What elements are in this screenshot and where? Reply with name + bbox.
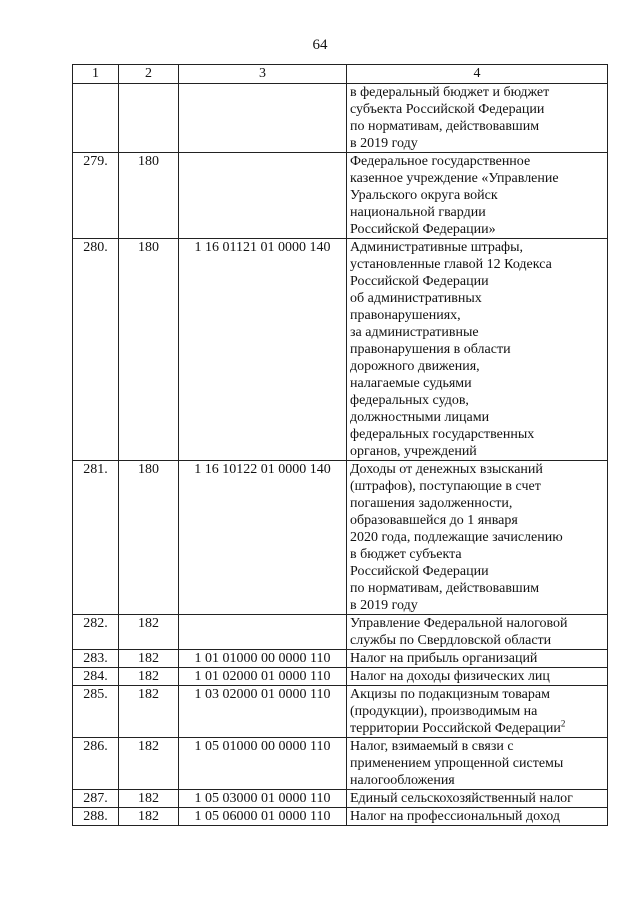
row-number: 283. xyxy=(73,650,119,668)
table-row xyxy=(73,461,608,615)
column-header-4: 4 xyxy=(347,65,608,84)
row-number: 282. xyxy=(73,615,119,650)
revenue-name-line: Налог, взимаемый в связи с xyxy=(350,739,514,754)
row-number: 288. xyxy=(73,808,119,826)
revenue-name-line: Управление Федеральной налоговой xyxy=(350,616,568,631)
row-number: 281. xyxy=(73,461,119,615)
revenue-name-line: по нормативам, действовавшим xyxy=(350,119,540,134)
row-number xyxy=(73,84,119,153)
admin-code: 180 xyxy=(119,153,179,239)
revenue-name-line: в 2019 году xyxy=(350,136,418,151)
revenue-name-line: за административные xyxy=(350,325,479,340)
revenue-name-line: Доходы от денежных взысканий xyxy=(350,462,543,477)
revenue-name xyxy=(347,153,608,239)
budget-classification-code: 1 01 02000 01 0000 110 xyxy=(179,668,347,686)
revenue-name-line: казенное учреждение «Управление xyxy=(350,171,559,186)
revenue-name-line: Российской Федерации» xyxy=(350,222,496,237)
revenue-name xyxy=(347,738,608,790)
admin-code: 182 xyxy=(119,650,179,668)
revenue-name-line: (продукции), производимым на xyxy=(350,704,538,719)
revenue-name-line: Административные штрафы, xyxy=(350,240,524,255)
budget-classification-code xyxy=(179,615,347,650)
revenue-name-line: в бюджет субъекта xyxy=(350,547,462,562)
row-number: 280. xyxy=(73,239,119,461)
table-body xyxy=(73,84,608,826)
row-number: 284. xyxy=(73,668,119,686)
admin-code: 182 xyxy=(119,808,179,826)
revenue-name-line: правонарушения в области xyxy=(350,342,511,357)
revenue-name xyxy=(347,668,608,686)
revenue-name-line: в 2019 году xyxy=(350,598,418,613)
budget-classification-code xyxy=(179,84,347,153)
revenue-name-line: налагаемые судьями xyxy=(350,376,472,391)
admin-code: 180 xyxy=(119,461,179,615)
budget-classification-code: 1 16 01121 01 0000 140 xyxy=(179,239,347,461)
revenue-name-line: должностными лицами xyxy=(350,410,490,425)
row-number: 287. xyxy=(73,790,119,808)
admin-code: 180 xyxy=(119,239,179,461)
budget-classification-code: 1 05 06000 01 0000 110 xyxy=(179,808,347,826)
revenue-name-line: национальной гвардии xyxy=(350,205,486,220)
revenue-name-line: Акцизы по подакцизным товарам xyxy=(350,687,550,702)
footnote-marker: 2 xyxy=(560,718,566,729)
revenue-name-line: субъекта Российской Федерации xyxy=(350,102,545,117)
revenue-name xyxy=(347,790,608,808)
table-row xyxy=(73,668,608,686)
revenue-name-line: в федеральный бюджет и бюджет xyxy=(350,85,550,100)
row-number: 286. xyxy=(73,738,119,790)
table-row xyxy=(73,84,608,153)
table-row xyxy=(73,808,608,826)
revenue-name xyxy=(347,650,608,668)
revenue-name-line: по нормативам, действовавшим xyxy=(350,581,540,596)
revenue-name-line: территории Российской Федерации$^2$ xyxy=(350,718,566,736)
revenue-name-line: органов, учреждений xyxy=(350,444,477,459)
revenue-name-line: дорожного движения, xyxy=(350,359,480,374)
revenue-name xyxy=(347,808,608,826)
table-row xyxy=(73,738,608,790)
revenue-name xyxy=(347,84,608,153)
column-header-3: 3 xyxy=(179,65,347,84)
revenue-admin-table xyxy=(72,64,608,826)
revenue-name-line: погашения задолженности, xyxy=(350,496,513,511)
revenue-name-line: Налог на доходы физических лиц xyxy=(350,669,550,684)
budget-classification-code: 1 01 01000 00 0000 110 xyxy=(179,650,347,668)
revenue-name-line: установленные главой 12 Кодекса xyxy=(350,257,552,272)
revenue-name-line: об административных xyxy=(350,291,482,306)
budget-classification-code: 1 05 03000 01 0000 110 xyxy=(179,790,347,808)
revenue-name-line: федеральных судов, xyxy=(350,393,469,408)
revenue-name-line: Единый сельскохозяйственный налог xyxy=(350,791,573,806)
column-header-1: 1 xyxy=(73,65,119,84)
revenue-name-line: 2020 года, подлежащие зачислению xyxy=(350,530,563,545)
table-header-row xyxy=(73,65,608,84)
table-row xyxy=(73,615,608,650)
table-row xyxy=(73,686,608,738)
page-number: 64 xyxy=(312,37,328,53)
revenue-name xyxy=(347,239,608,461)
table-row xyxy=(73,239,608,461)
table-row xyxy=(73,650,608,668)
revenue-name-line: (штрафов), поступающие в счет xyxy=(350,479,541,494)
budget-classification-code xyxy=(179,153,347,239)
revenue-name-line: службы по Свердловской области xyxy=(350,633,552,648)
admin-code xyxy=(119,84,179,153)
table-row xyxy=(73,153,608,239)
row-number: 285. xyxy=(73,686,119,738)
admin-code: 182 xyxy=(119,738,179,790)
revenue-name-line: Уральского округа войск xyxy=(350,188,498,203)
revenue-name-line: налогообложения xyxy=(350,773,455,788)
revenue-name xyxy=(347,461,608,615)
revenue-name xyxy=(347,686,608,738)
revenue-name-line: Налог на профессиональный доход xyxy=(350,809,560,824)
column-header-2: 2 xyxy=(119,65,179,84)
budget-classification-code: 1 05 01000 00 0000 110 xyxy=(179,738,347,790)
budget-classification-code: 1 03 02000 01 0000 110 xyxy=(179,686,347,738)
budget-classification-code: 1 16 10122 01 0000 140 xyxy=(179,461,347,615)
admin-code: 182 xyxy=(119,790,179,808)
revenue-name-line: Налог на прибыль организаций xyxy=(350,651,538,666)
admin-code: 182 xyxy=(119,668,179,686)
revenue-name-line: Российской Федерации xyxy=(350,274,489,289)
table-row xyxy=(73,790,608,808)
admin-code: 182 xyxy=(119,686,179,738)
revenue-name-line: Федеральное государственное xyxy=(350,154,531,169)
row-number: 279. xyxy=(73,153,119,239)
revenue-name-line: применением упрощенной системы xyxy=(350,756,564,771)
revenue-name-line: федеральных государственных xyxy=(350,427,535,442)
revenue-name-line: правонарушениях, xyxy=(350,308,461,323)
revenue-name-line: образовавшейся до 1 января xyxy=(350,513,518,528)
revenue-name xyxy=(347,615,608,650)
admin-code: 182 xyxy=(119,615,179,650)
revenue-name-line: Российской Федерации xyxy=(350,564,489,579)
